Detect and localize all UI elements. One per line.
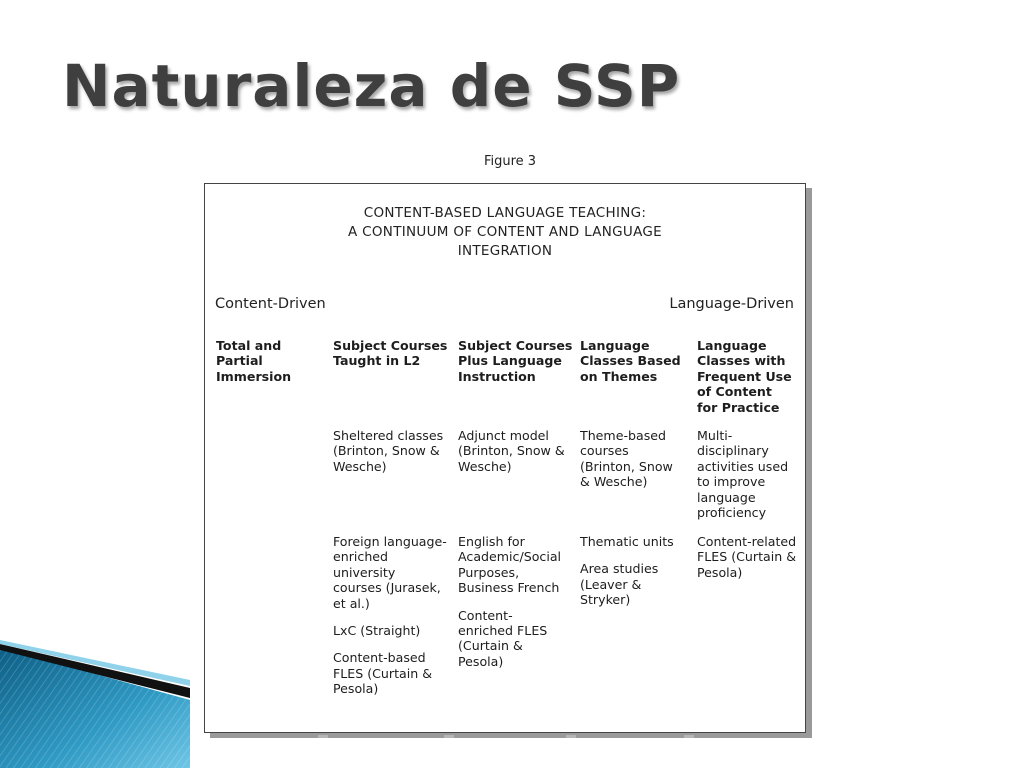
- cell-line: Total and: [216, 338, 282, 353]
- cell-line: Content-related: [697, 534, 797, 549]
- table-cell: [580, 534, 674, 608]
- cell-line: Thematic units: [580, 534, 674, 549]
- cell-line: (Brinton, Snow: [580, 458, 673, 474]
- figure-box: [204, 183, 806, 733]
- cell-line: Immersion: [216, 368, 292, 384]
- cell-line: for Practice: [697, 399, 780, 415]
- cell-line: Classes with: [697, 353, 786, 369]
- bottom-ticks: [204, 733, 808, 743]
- cell-line: Language: [697, 338, 767, 353]
- tick-mark: [444, 735, 454, 738]
- cell-line: university: [333, 564, 396, 580]
- table-cell: [697, 534, 796, 580]
- tick-mark: [318, 735, 328, 738]
- cell-line: Pesola): [333, 681, 379, 697]
- cell-line: enriched FLES: [458, 623, 548, 639]
- cell-line: Pesola): [458, 653, 504, 669]
- cell-line: Sheltered classes: [333, 428, 444, 443]
- cell-line: Instruction: [458, 368, 536, 384]
- cell-line: LxC (Straight): [333, 623, 421, 639]
- cell-line: courses: [580, 443, 629, 459]
- cell-line: Subject Courses: [333, 338, 448, 353]
- cell-line: Content-based: [333, 650, 426, 666]
- figure-heading: [205, 204, 805, 261]
- cell-line: language: [697, 489, 756, 505]
- table-cell: [333, 428, 443, 474]
- cell-line: Taught in L2: [333, 353, 421, 369]
- cell-line: FLES (Curtain &: [697, 549, 797, 565]
- cell-line: Adjunct model: [458, 428, 549, 443]
- tick-mark: [684, 735, 694, 738]
- cell-spacer: [333, 611, 447, 623]
- cell-spacer: [458, 596, 561, 608]
- cell-line: Area studies: [580, 561, 659, 577]
- cell-line: Purposes,: [458, 564, 520, 580]
- cell-line: FLES (Curtain &: [333, 665, 433, 681]
- cell-line: on Themes: [580, 368, 658, 384]
- table-cell: [333, 534, 447, 697]
- cell-line: to improve: [697, 474, 766, 490]
- cell-line: enriched: [333, 549, 389, 565]
- cell-line: proficiency: [697, 505, 767, 521]
- cell-line: (Leaver &: [580, 576, 642, 592]
- tick-mark: [566, 735, 576, 738]
- pole-content-driven: Content-Driven: [215, 296, 326, 312]
- table-cell: [458, 428, 565, 474]
- column-header: [216, 338, 291, 384]
- column-header: [333, 338, 447, 369]
- cell-line: (Brinton, Snow &: [333, 443, 440, 459]
- slide-title: Naturaleza de SSP: [62, 52, 681, 120]
- cell-line: Business French: [458, 580, 560, 596]
- table-cell: [458, 534, 561, 669]
- cell-line: Content-: [458, 607, 513, 623]
- pole-language-driven: Language-Driven: [669, 296, 794, 312]
- cell-line: Partial: [216, 353, 263, 369]
- cell-line: et al.): [333, 595, 370, 611]
- cell-spacer: [333, 638, 447, 650]
- cell-line: disciplinary: [697, 443, 769, 459]
- column-header: [458, 338, 572, 384]
- cell-line: Subject Courses: [458, 338, 573, 353]
- figure-caption: Figure 3: [483, 154, 537, 169]
- table-cell: [580, 428, 673, 490]
- figure-heading-line: CONTENT-BASED LANGUAGE TEACHING:: [363, 205, 647, 221]
- cell-line: Multi-: [697, 428, 733, 443]
- table-cell: [697, 428, 788, 520]
- cell-line: activities used: [697, 458, 789, 474]
- cell-line: Wesche): [458, 458, 512, 474]
- cell-line: English for: [458, 534, 525, 549]
- cell-line: Theme-based: [580, 428, 666, 443]
- cell-line: (Curtain &: [458, 638, 523, 654]
- cell-line: Frequent Use: [697, 368, 792, 384]
- decorative-swoosh: [0, 640, 190, 768]
- column-header: [580, 338, 681, 384]
- cell-line: courses (Jurasek,: [333, 580, 441, 596]
- cell-line: & Wesche): [580, 474, 648, 490]
- cell-line: Language: [580, 338, 650, 353]
- cell-line: Classes Based: [580, 353, 681, 369]
- cell-line: Pesola): [697, 564, 743, 580]
- cell-line: Foreign language-: [333, 534, 447, 549]
- cell-line: Wesche): [333, 458, 387, 474]
- cell-line: (Brinton, Snow &: [458, 443, 565, 459]
- cell-line: Stryker): [580, 592, 631, 608]
- cell-line: of Content: [697, 384, 772, 400]
- column-header: [697, 338, 792, 415]
- cell-spacer: [580, 549, 674, 561]
- cell-line: Plus Language: [458, 353, 562, 369]
- figure-heading-line: A CONTINUUM OF CONTENT AND LANGUAGE: [348, 224, 662, 240]
- cell-line: Academic/Social: [458, 549, 562, 565]
- figure-heading-line: INTEGRATION: [457, 243, 553, 259]
